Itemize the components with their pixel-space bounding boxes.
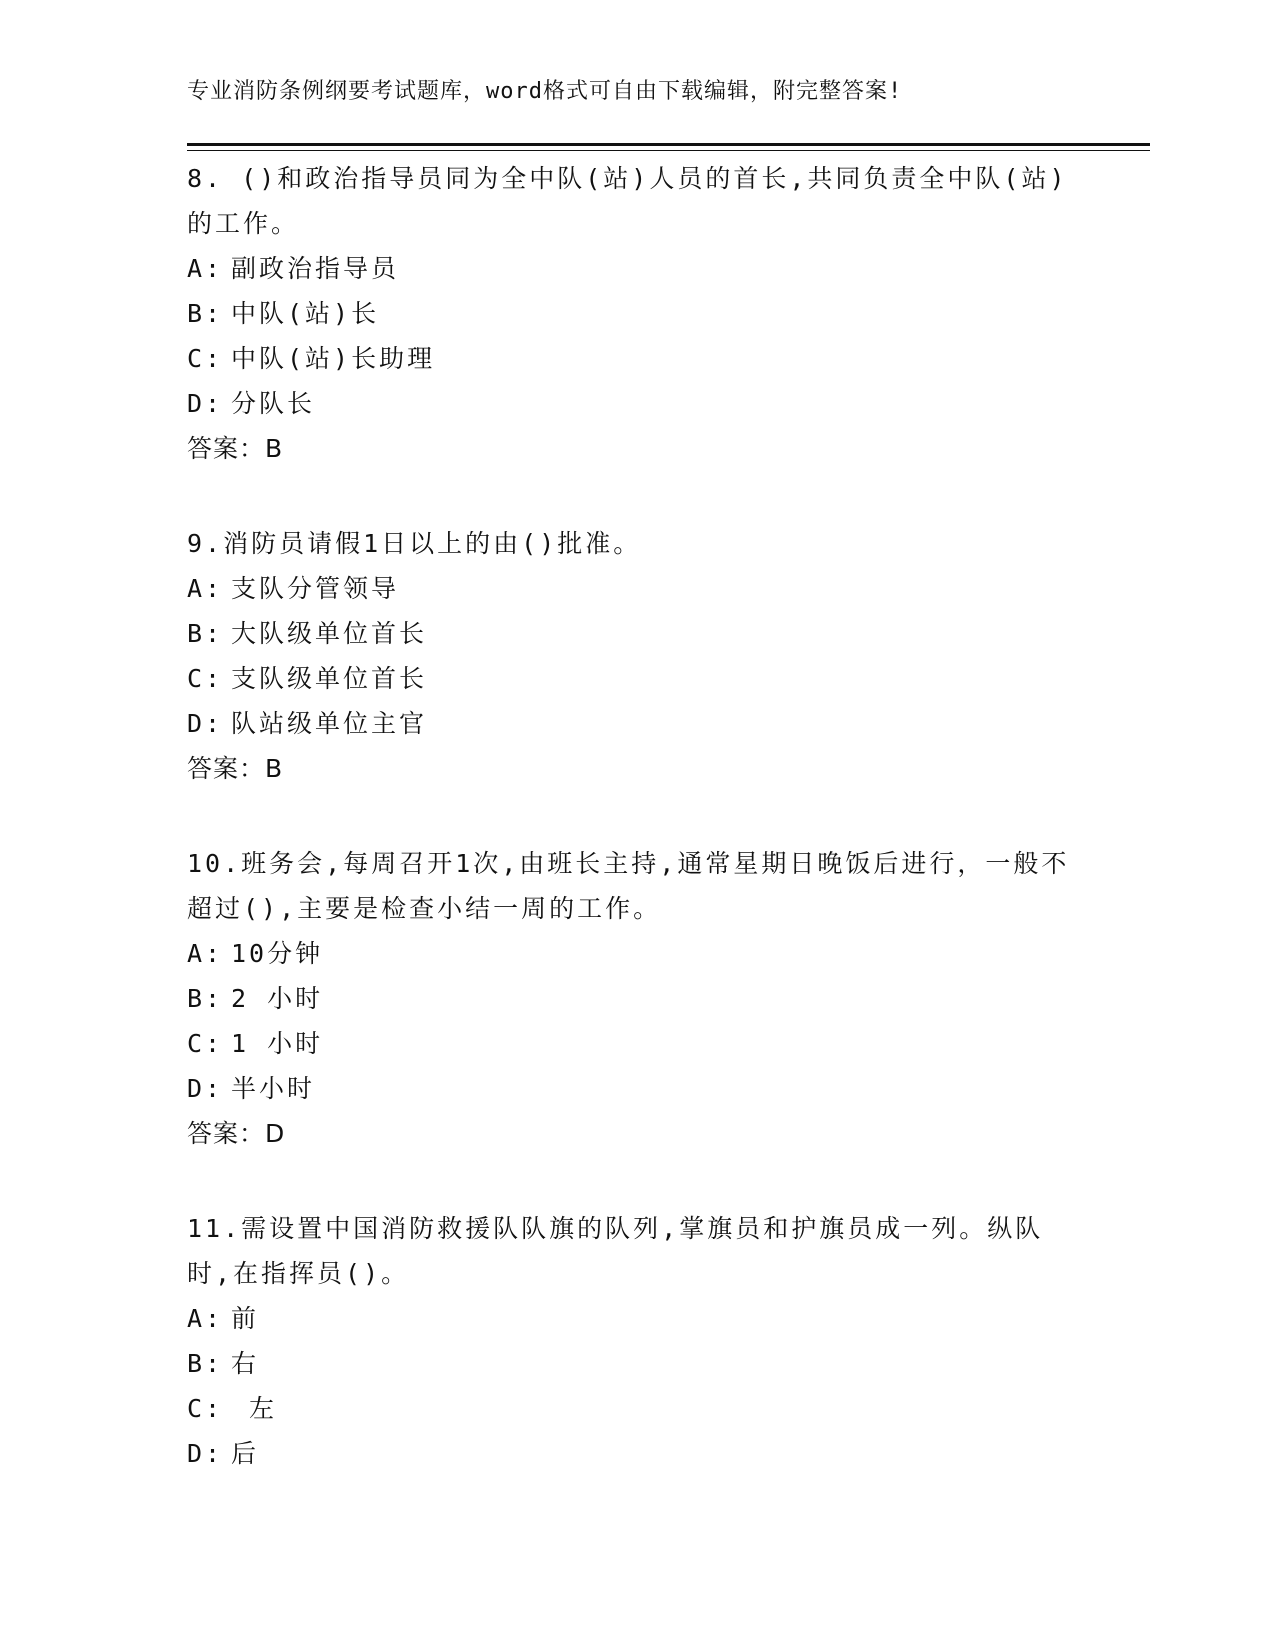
question-stem: 10.班务会,每周召开1次,由班长主持,通常星期日晚饭后进行，一般不超过(),主要是检查小结一周的工作。 <box>187 849 1070 923</box>
answer-line: 答案：B <box>187 754 284 783</box>
question-spacer <box>187 791 1087 841</box>
option-letter: D: <box>187 1439 224 1468</box>
option-a <box>187 566 1087 611</box>
question-spacer <box>187 471 1087 521</box>
option-text: 中队(站)长 <box>231 299 380 328</box>
option-text: 大队级单位首长 <box>231 619 428 648</box>
question-stem: 9.消防员请假1日以上的由()批准。 <box>187 529 642 558</box>
option-letter: A: <box>187 254 224 283</box>
option-a <box>187 931 1087 976</box>
question-item <box>187 521 1087 791</box>
option-d <box>187 1066 1087 1111</box>
option-letter: B: <box>187 299 224 328</box>
question-list <box>187 156 1087 1476</box>
option-letter: D: <box>187 709 224 738</box>
option-letter: D: <box>187 1074 224 1103</box>
option-text: 2 小时 <box>231 984 324 1013</box>
header-rule-thick <box>187 143 1150 146</box>
option-text: 右 <box>231 1349 260 1378</box>
question-stem: 8. ()和政治指导员同为全中队(站)人员的首长,共同负责全中队(站)的工作。 <box>187 164 1068 238</box>
option-text: 10分钟 <box>231 939 324 968</box>
question-item <box>187 841 1087 1156</box>
option-letter: C: <box>187 1394 224 1423</box>
option-letter: B: <box>187 984 224 1013</box>
answer-line: 答案：D <box>187 1119 286 1148</box>
option-letter: A: <box>187 1304 224 1333</box>
option-text: 半小时 <box>231 1074 316 1103</box>
option-text: 队站级单位主官 <box>231 709 428 738</box>
option-b <box>187 291 1087 336</box>
document-header: 专业消防条例纲要考试题库，word格式可自由下载编辑，附完整答案! <box>187 79 903 104</box>
option-letter: C: <box>187 664 224 693</box>
question-item <box>187 1206 1087 1476</box>
question-item <box>187 156 1087 471</box>
option-b <box>187 611 1087 656</box>
option-text: 中队(站)长助理 <box>231 344 436 373</box>
answer-line: 答案：B <box>187 434 284 463</box>
option-text: 后 <box>231 1439 260 1468</box>
option-text: 前 <box>231 1304 260 1333</box>
question-spacer <box>187 1156 1087 1206</box>
option-letter: B: <box>187 1349 224 1378</box>
option-a <box>187 1296 1087 1341</box>
header-rule-thin <box>187 150 1150 151</box>
option-c <box>187 656 1087 701</box>
option-text: 1 小时 <box>231 1029 324 1058</box>
option-text: 支队分管领导 <box>231 574 400 603</box>
option-d <box>187 701 1087 746</box>
option-letter: D: <box>187 389 224 418</box>
option-b <box>187 1341 1087 1386</box>
option-c <box>187 1386 1087 1431</box>
option-c <box>187 1021 1087 1066</box>
option-letter: C: <box>187 344 224 373</box>
option-text: 副政治指导员 <box>231 254 400 283</box>
question-stem: 11.需设置中国消防救援队队旗的队列,掌旗员和护旗员成一列。纵队时,在指挥员()。 <box>187 1214 1044 1288</box>
option-letter: C: <box>187 1029 224 1058</box>
option-text: 分队长 <box>231 389 316 418</box>
option-text: 左 <box>231 1394 278 1423</box>
option-c <box>187 336 1087 381</box>
option-d <box>187 1431 1087 1476</box>
option-a <box>187 246 1087 291</box>
option-text: 支队级单位首长 <box>231 664 428 693</box>
option-d <box>187 381 1087 426</box>
option-letter: A: <box>187 939 224 968</box>
option-letter: A: <box>187 574 224 603</box>
option-letter: B: <box>187 619 224 648</box>
option-b <box>187 976 1087 1021</box>
